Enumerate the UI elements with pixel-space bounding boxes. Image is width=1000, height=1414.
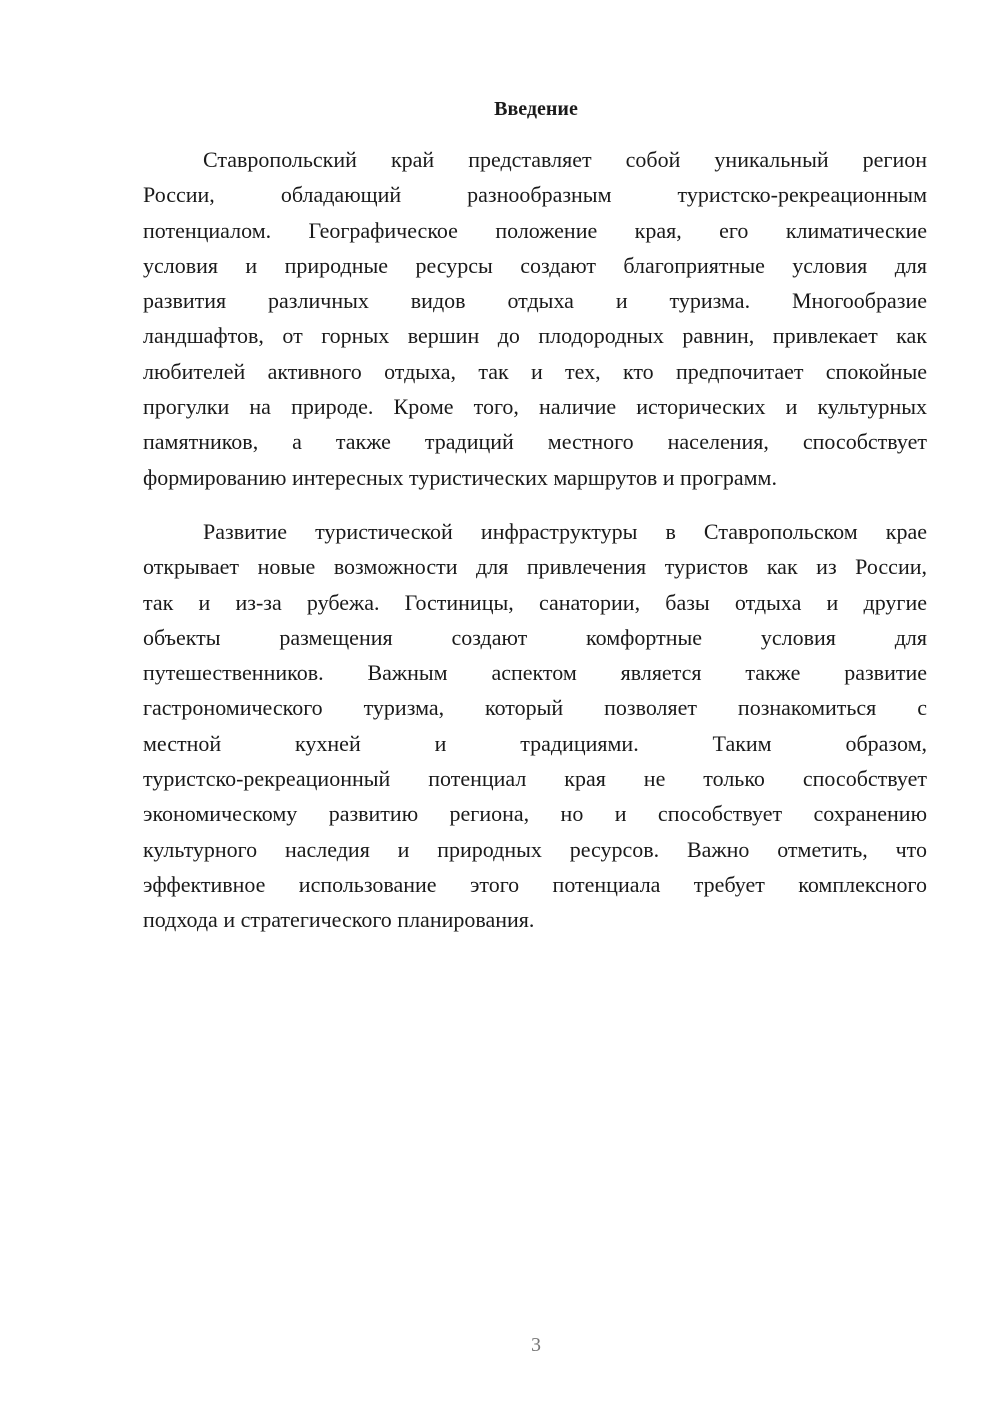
text-line: прогулки на природе. Кроме того, наличие исторических и культурных (143, 394, 927, 420)
section-title: Введение (494, 98, 578, 120)
text-line: эффективное использование этого потенциала требует комплексного (143, 871, 927, 897)
text-line: гастрономического туризма, который позволяет познакомиться с (143, 695, 927, 721)
text-line: объекты размещения создают комфортные условия для (143, 624, 927, 650)
text-line: любителей активного отдыха, так и тех, кто предпочитает спокойные (143, 358, 927, 384)
paragraph-1 (143, 142, 927, 495)
text-line: экономическому развитию региона, но и способствует сохранению (143, 801, 927, 827)
text-line: условия и природные ресурсы создают благоприятные условия для (143, 252, 927, 278)
text-line: ландшафтов, от горных вершин до плодородных равнин, привлекает как (143, 323, 927, 349)
text-line: местной кухней и традициями. Таким образом, (143, 730, 927, 756)
text-line: формированию интересных туристических маршрутов и программ. (143, 464, 777, 490)
text-line: подхода и стратегического планирования. (143, 907, 535, 933)
text-line: культурного наследия и природных ресурсов. Важно отметить, что (143, 836, 927, 862)
text-line: памятников, а также традиций местного населения, способствует (143, 429, 927, 455)
text-line: открывает новые возможности для привлечения туристов как из России, (143, 554, 927, 580)
text-line: России, обладающий разнообразным туристско-рекреационным (143, 182, 927, 208)
text-line: так и из-за рубежа. Гостиницы, санатории, базы отдыха и другие (143, 589, 927, 615)
page-number: 3 (531, 1334, 541, 1356)
text-line: Развитие туристической инфраструктуры в Ставропольском крае (203, 519, 927, 544)
text-line: туристско-рекреационный потенциал края не только способствует (143, 766, 927, 792)
text-line: потенциалом. Географическое положение края, его климатические (143, 217, 927, 243)
paragraph-2 (143, 514, 927, 938)
text-line: путешественников. Важным аспектом является также развитие (143, 660, 927, 686)
text-line: Ставропольский край представляет собой уникальный регион (203, 147, 927, 172)
text-line: развития различных видов отдыха и туризма. Многообразие (143, 288, 927, 314)
